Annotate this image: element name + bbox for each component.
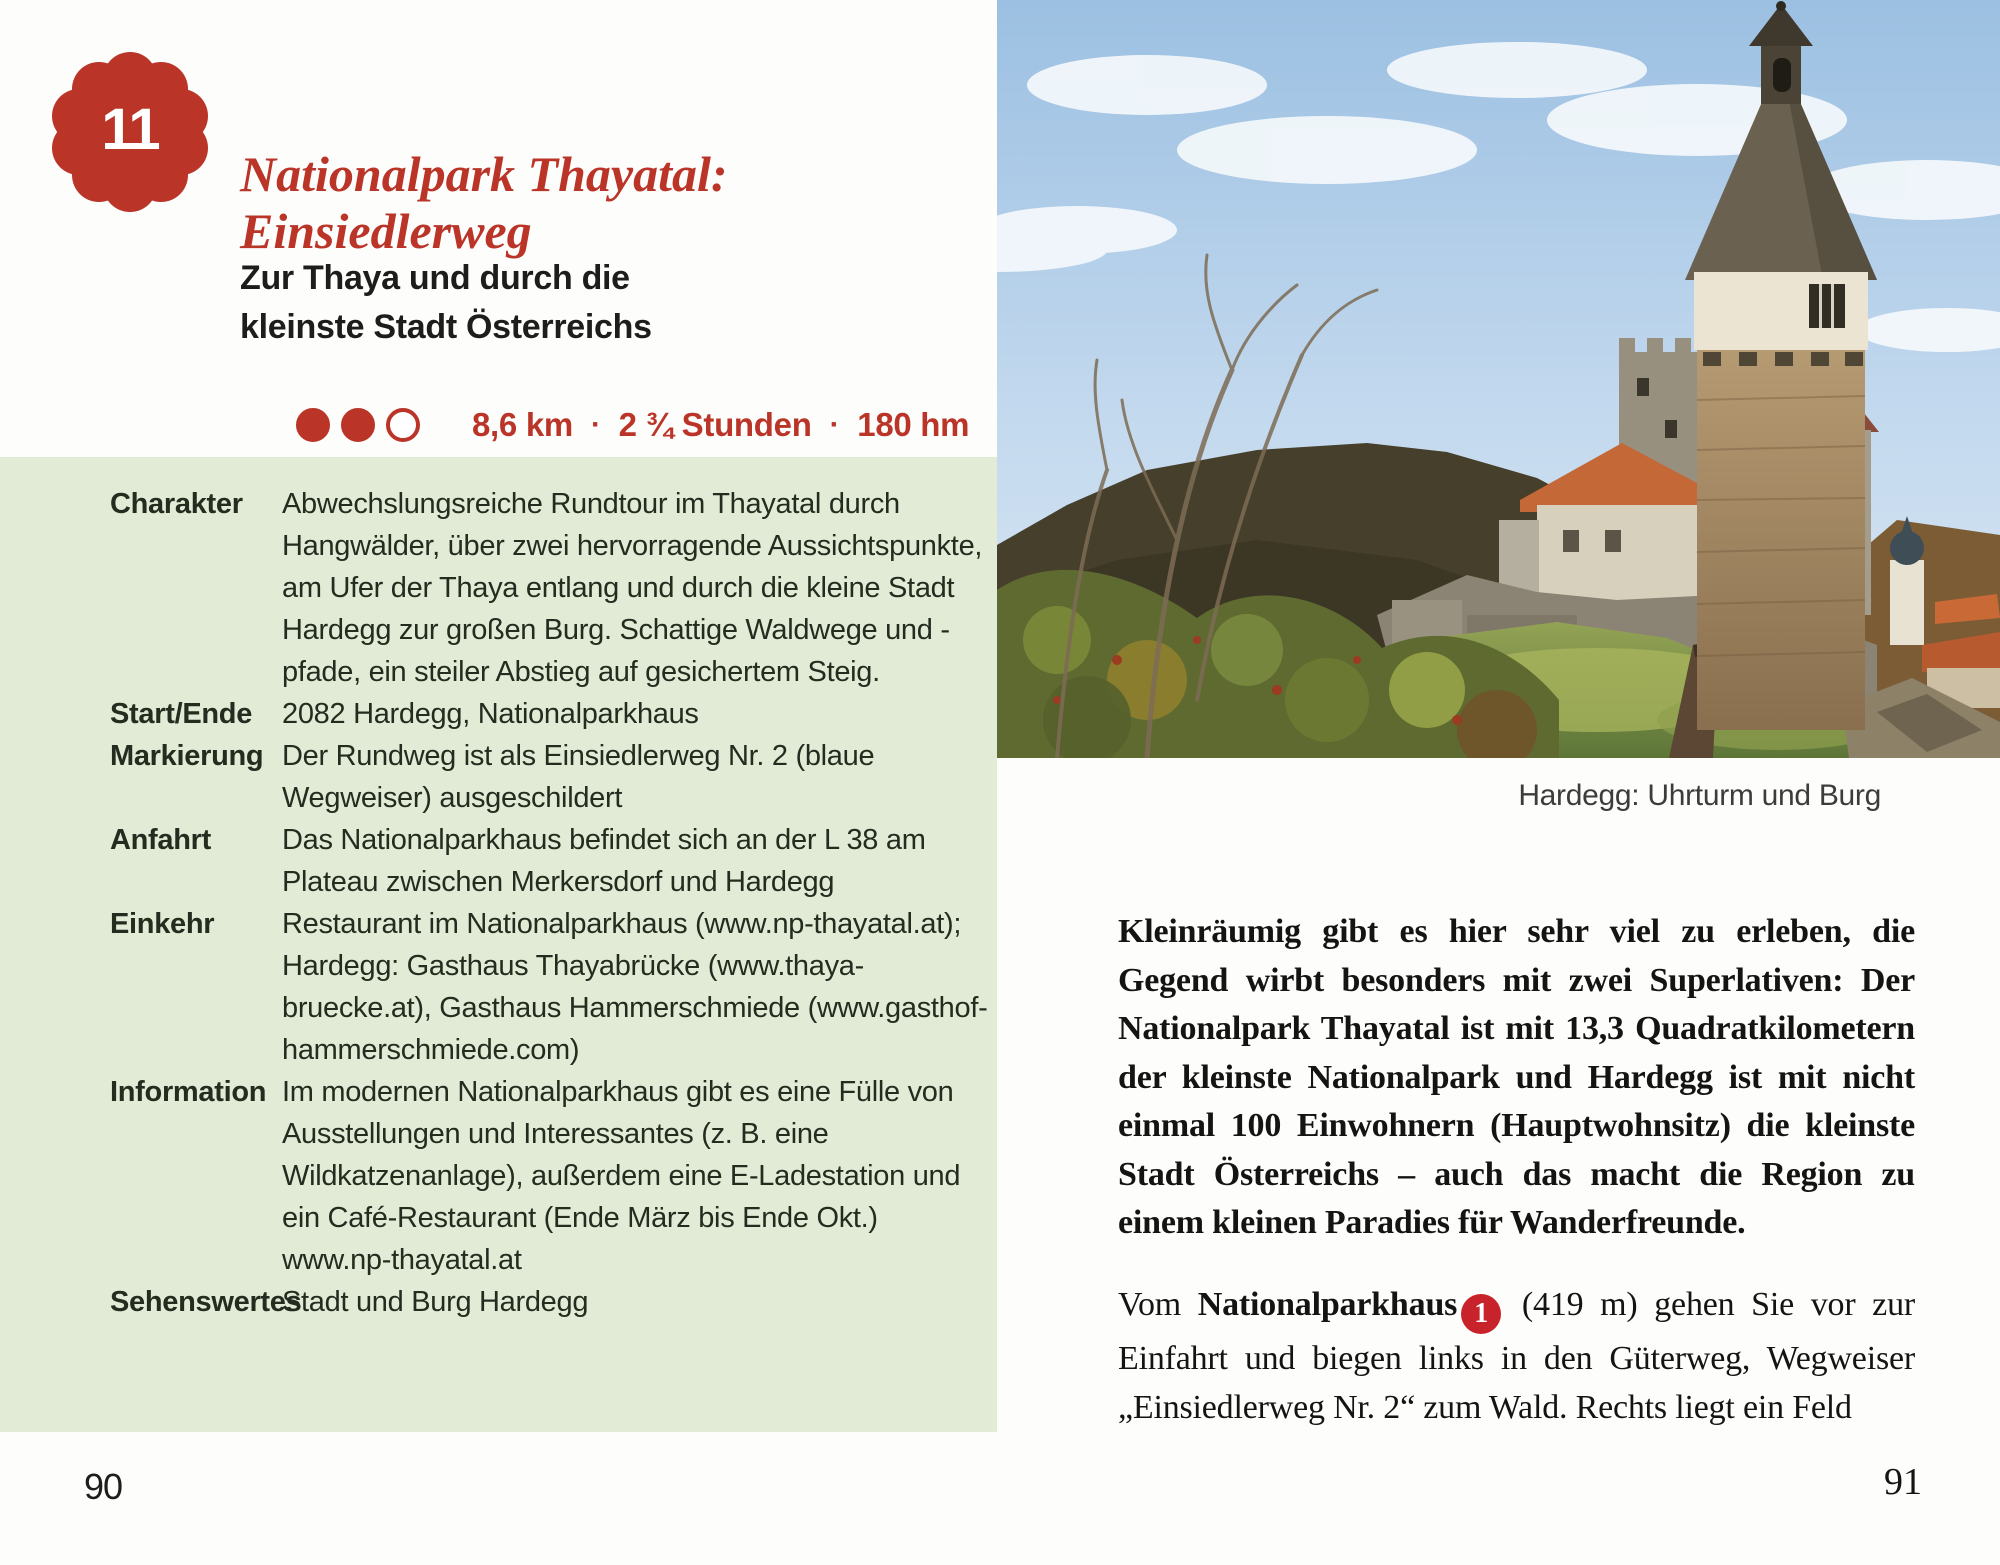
info-row-value: Stadt und Burg Hardegg [282,1286,589,1318]
stat-distance: 8,6 km [472,406,573,443]
stat-elevation: 180 hm [857,406,970,443]
tour-subtitle [240,254,652,352]
info-row-label: Information [110,1076,267,1108]
page-number-left: 90 [84,1466,123,1507]
tour-subtitle-line1: Zur Thaya und durch die [240,259,630,297]
info-row-label: Markierung [110,740,264,772]
tour-number-badge [50,52,210,212]
tour-title [240,146,728,260]
info-row-label: Charakter [110,488,243,520]
tour-stats-row [296,404,969,446]
info-row-value: 2082 Hardegg, Nationalparkhaus [282,698,699,730]
body-paragraph-intro: Kleinräumig gibt es hier sehr viel zu erleben, die Gegend wirbt besonders mit zwei Superlativen: Der Nationalpark Thayatal ist mit 13,3 Quadratkilometern der kleinste Nationalpark und Hardegg ist mit nicht einmal 100 Einwohnern (Hauptwohnsitz) die kleinste Stadt Österreichs – auch das macht die Region zu einem kleinen Paradies für Wanderfreunde. [1118,913,1915,1241]
route-text-prefix: Vom [1118,1286,1198,1323]
tour-info-box [0,457,997,1432]
info-row-label: Start/Ende [110,698,253,730]
info-row-value: Das Nationalparkhaus befindet sich an der L 38 am Plateau zwischen Merkersdorf und Hardegg [282,824,926,898]
difficulty-dot-filled-icon [341,408,375,442]
tour-subtitle-line2: kleinste Stadt Österreichs [240,308,652,346]
difficulty-dot-empty-icon [386,408,420,442]
tour-title-line2: Einsiedlerweg [240,203,532,259]
stat-separator-icon: · [590,408,601,441]
tour-number: 11 [101,96,159,162]
info-row-value: Restaurant im Nationalparkhaus (www.np-thayatal.at); Hardegg: Gasthaus Thayabrücke (www.thaya-bruecke.at), Gasthaus Hammerschmiede (www.gasthof-hammerschmiede.com) [282,908,988,1066]
stat-separator-icon: · [829,408,840,441]
tour-title-line1: Nationalpark Thayatal: [240,146,728,202]
info-row-label: Einkehr [110,908,215,940]
route-text-rest: (419 m) gehen Sie vor zur Einfahrt und biegen links in den Güterweg, Wegweiser „Einsiedlerweg Nr. 2“ zum Wald. Rechts liegt ein Feld [1118,1286,1915,1426]
difficulty-dots [296,408,420,442]
stat-duration: 2 ¾ Stunden [618,406,812,443]
info-row-value: Abwechslungsreiche Rundtour im Thayatal durch Hangwälder, über zwei hervorragende Aussichtspunkte, am Ufer der Thaya entlang und durch die kleine Stadt Hardegg zur großen Burg. Schattige Waldwege und -pfade, ein steiler Abstieg auf gesichertem Steig. [282,488,983,688]
route-text-bold: Nationalparkhaus [1197,1286,1458,1323]
tour-stats-text [472,406,969,444]
page-number-right: 91 [1884,1461,1922,1503]
castle-photo [997,0,2000,758]
info-row-label: Anfahrt [110,824,212,856]
difficulty-dot-filled-icon [296,408,330,442]
info-row-value: Im modernen Nationalparkhaus gibt es eine Fülle von Ausstellungen und Interessantes (z. B. eine Wildkatzenanlage), außerdem eine E-Ladestation und ein Café-Restaurant (Ende März bis Ende Okt.) www.np-thayatal.at [282,1076,961,1276]
info-table [110,483,988,1323]
photo-caption: Hardegg: Uhrturm und Burg [1518,779,1881,812]
body-paragraph-route [1118,1280,1915,1480]
info-row-label: Sehenswertes [110,1286,302,1318]
castle-photo-illustration [997,0,2000,758]
info-row-value: Der Rundweg ist als Einsiedlerweg Nr. 2 (blaue Wegweiser) ausgeschildert [282,740,875,814]
route-marker-1-icon: 1 [1461,1294,1501,1334]
